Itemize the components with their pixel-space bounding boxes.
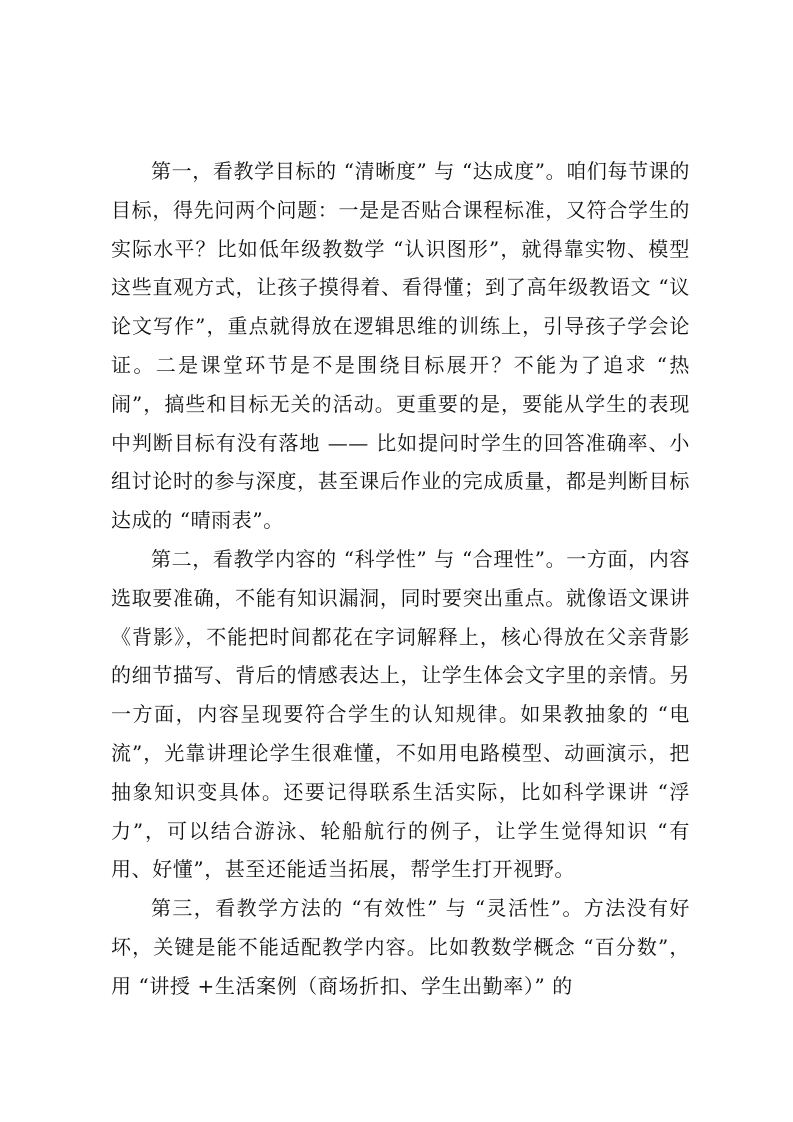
document-body — [111, 152, 690, 1006]
paragraph-teaching-goals: 第一，看教学目标的 “清晰度” 与 “达成度”。咱们每节课的目标，得先问两个问题：一是是否贴合课程标准，又符合学生的实际水平？比如低年级教数学 “认识图形”，就得靠实物、模型这些直观方式，让孩子摸得着、看得懂；到了高年级教语文 “议论文写作”，重点就得放在逻辑思维的训练上，引导孩子学会论证。二是课堂环节是不是围绕目标展开？不能为了追求 “热闹”，搞些和目标无关的活动。更重要的是，要能从学生的表现中判断目标有没有落地 —— 比如提问时学生的回答准确率、小组讨论时的参与深度，甚至课后作业的完成质量，都是判断目标达成的 “晴雨表”。 — [111, 159, 690, 533]
paragraph-teaching-content: 第二，看教学内容的 “科学性” 与 “合理性”。一方面，内容选取要准确，不能有知识漏洞，同时要突出重点。就像语文课讲《背影》，不能把时间都花在字词解释上，核心得放在父亲背影的细节描写、背后的情感表达上，让学生体会文字里的亲情。另一方面，内容呈现要符合学生的认知规律。如果教抽象的 “电流”，光靠讲理论学生很难懂，不如用电路模型、动画演示，把抽象知识变具体。还要记得联系生活实际，比如科学课讲 “浮力”，可以结合游泳、轮船航行的例子，让学生觉得知识 “有用、好懂”，甚至还能适当拓展，帮学生打开视野。 — [111, 546, 690, 882]
paragraph-teaching-methods: 第三，看教学方法的 “有效性” 与 “灵活性”。方法没有好坏，关键是能不能适配教学内容。比如教数学概念 “百分数”，用 “讲授 +生活案例（商场折扣、学生出勤率）” 的 — [111, 896, 690, 998]
